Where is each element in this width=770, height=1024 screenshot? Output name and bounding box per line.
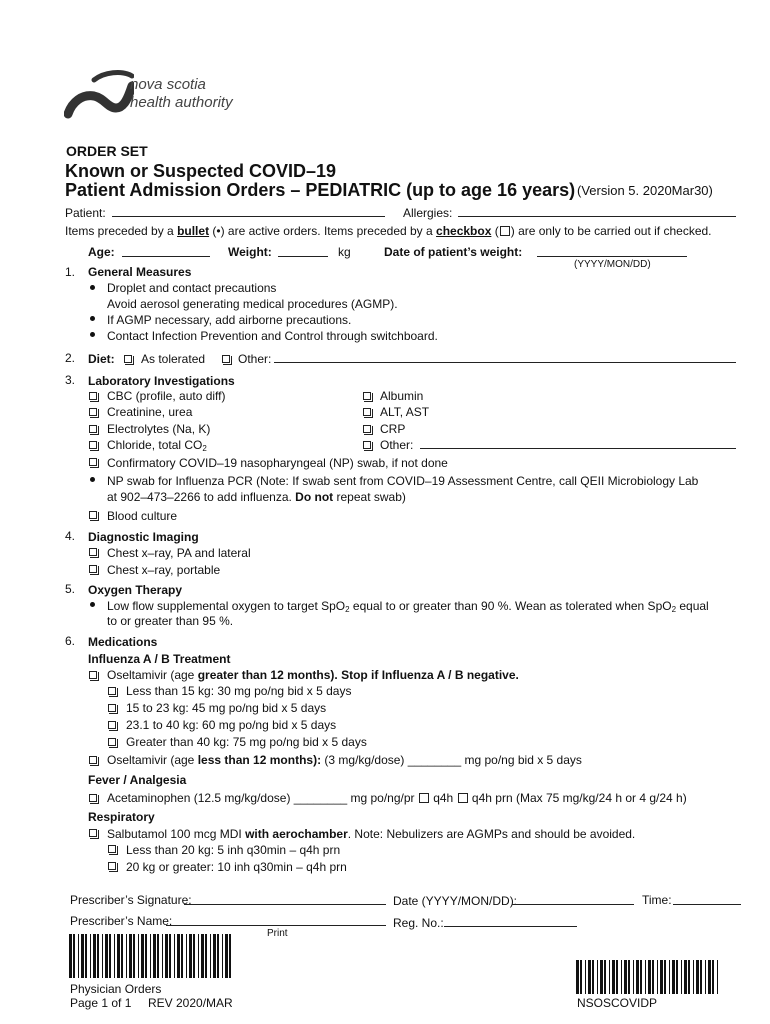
- print-label: Print: [267, 928, 288, 939]
- nsha-logo: [64, 68, 244, 124]
- chloride-checkbox[interactable]: [89, 441, 97, 449]
- salbutamol-checkbox[interactable]: [89, 829, 97, 837]
- oseltamivir-lt12-label: Oseltamivir (age less than 12 months): (3 mg/kg/dose) ________ mg po/ng bid x 5 days: [107, 753, 582, 767]
- name-field[interactable]: [166, 925, 386, 926]
- acetaminophen-label: Acetaminophen (12.5 mg/kg/dose) ________ mg po/ng/pr q4h q4h prn (Max 75 mg/kg/24 h or 4 g/24 h): [107, 791, 687, 805]
- salb-dose1-checkbox[interactable]: [108, 845, 116, 853]
- oseltamivir-gt12-checkbox[interactable]: [89, 671, 97, 679]
- electrolytes-checkbox[interactable]: [89, 425, 97, 433]
- physician-orders-label: Physician Orders: [70, 982, 162, 996]
- weight-label: Weight:: [228, 245, 272, 259]
- title-line2: Patient Admission Orders – PEDIATRIC (up to age 16 years): [65, 180, 576, 200]
- dose3-label: 23.1 to 40 kg: 60 mg po/ng bid x 5 days: [126, 718, 337, 732]
- blood-culture-label: Blood culture: [107, 509, 178, 523]
- name-label: Prescriber’s Name:: [70, 914, 173, 928]
- diet-other-field[interactable]: [274, 362, 736, 363]
- alt-ast-label: ALT, AST: [380, 405, 430, 419]
- s1-item1b: Avoid aerosol generating medical procedures (AGMP).: [107, 297, 398, 311]
- diet-tolerated-checkbox[interactable]: [124, 355, 132, 363]
- s6-num: 6.: [65, 634, 76, 648]
- logo-line1: nova scotia: [130, 76, 206, 93]
- oseltamivir-lt12-checkbox[interactable]: [89, 756, 97, 764]
- albumin-label: Albumin: [380, 389, 424, 403]
- form-code: NSOSCOVIDP: [577, 996, 658, 1010]
- time-label: Time:: [642, 893, 672, 907]
- cxr-pa-label: Chest x–ray, PA and lateral: [107, 546, 251, 560]
- respiratory-title: Respiratory: [88, 810, 155, 824]
- salb-dose1-label: Less than 20 kg: 5 inh q30min – q4h prn: [126, 843, 341, 857]
- np-swab-label: Confirmatory COVID–19 nasopharyngeal (NP) swab, if not done: [107, 456, 448, 470]
- cbc-checkbox[interactable]: [89, 392, 97, 400]
- age-label: Age:: [88, 245, 115, 259]
- s1-item2: If AGMP necessary, add airborne precautions.: [107, 313, 352, 327]
- patient-label: Patient:: [65, 206, 106, 220]
- signature-label: Prescriber’s Signature:: [70, 893, 192, 907]
- flu-pcr-line2: at 902–473–2266 to add influenza. Do not repeat swab): [107, 490, 406, 504]
- dose3-checkbox[interactable]: [108, 721, 116, 729]
- dose1-checkbox[interactable]: [108, 687, 116, 695]
- logo-line2: health authority: [130, 94, 233, 111]
- bullet-icon: [90, 602, 95, 607]
- s3-num: 3.: [65, 373, 76, 387]
- weight-date-label: Date of patient’s weight:: [384, 245, 523, 259]
- alt-ast-checkbox[interactable]: [363, 408, 371, 416]
- title-line1: Known or Suspected COVID–19: [65, 161, 337, 181]
- diet-tolerated-label: As tolerated: [141, 352, 206, 366]
- s5-num: 5.: [65, 582, 76, 596]
- lab-other-field[interactable]: [420, 448, 736, 449]
- patient-field[interactable]: [112, 216, 385, 217]
- s1-num: 1.: [65, 265, 76, 279]
- bullet-icon: [90, 285, 95, 290]
- time-field[interactable]: [673, 904, 741, 905]
- date-label: Date (YYYY/MON/DD):: [393, 894, 518, 908]
- s3-title: Laboratory Investigations: [88, 374, 235, 388]
- lab-other-label: Other:: [380, 438, 414, 452]
- bullet-icon: [90, 332, 95, 337]
- fever-title: Fever / Analgesia: [88, 773, 187, 787]
- dose2-label: 15 to 23 kg: 45 mg po/ng bid x 5 days: [126, 701, 327, 715]
- s6-title: Medications: [88, 635, 158, 649]
- bullet-icon: [90, 477, 95, 482]
- s2-num: 2.: [65, 351, 76, 365]
- dose4-checkbox[interactable]: [108, 738, 116, 746]
- np-swab-checkbox[interactable]: [89, 458, 97, 466]
- lab-other-checkbox[interactable]: [363, 441, 371, 449]
- q4h-prn-checkbox[interactable]: [458, 793, 468, 803]
- instructions-text: Items preceded by a bullet (•) are active orders. Items preceded by a checkbox ( ) are only to be carried out if checked.: [65, 224, 712, 238]
- dose4-label: Greater than 40 kg: 75 mg po/ng bid x 5 days: [126, 735, 367, 749]
- s4-num: 4.: [65, 529, 76, 543]
- cxr-portable-label: Chest x–ray, portable: [107, 563, 221, 577]
- reg-field[interactable]: [444, 926, 577, 927]
- s5-title: Oxygen Therapy: [88, 583, 183, 597]
- rev-label: REV 2020/MAR: [148, 996, 233, 1010]
- creatinine-checkbox[interactable]: [89, 408, 97, 416]
- allergies-label: Allergies:: [403, 206, 453, 220]
- oseltamivir-gt12-label: Oseltamivir (age greater than 12 months). Stop if Influenza A / B negative.: [107, 668, 519, 682]
- date-field[interactable]: [512, 904, 634, 905]
- dose1-label: Less than 15 kg: 30 mg po/ng bid x 5 days: [126, 684, 352, 698]
- crp-checkbox[interactable]: [363, 425, 371, 433]
- diet-other-label: Other:: [238, 352, 272, 366]
- dose2-checkbox[interactable]: [108, 704, 116, 712]
- blood-culture-checkbox[interactable]: [89, 511, 97, 519]
- cxr-pa-checkbox[interactable]: [89, 548, 97, 556]
- salbutamol-label: Salbutamol 100 mcg MDI with aerochamber. Note: Nebulizers are AGMPs and should be avoided.: [107, 827, 636, 841]
- chloride-label: Chloride, total $CO_2$: [107, 438, 207, 453]
- checkbox-icon: [500, 226, 510, 236]
- electrolytes-label: Electrolytes (Na, K): [107, 422, 211, 436]
- s1-item3: Contact Infection Prevention and Control through switchboard.: [107, 329, 438, 343]
- q4h-checkbox[interactable]: [419, 793, 429, 803]
- flu-pcr-line1: NP swab for Influenza PCR (Note: If swab sent from COVID–19 Assessment Centre, call QEII Microbiology Lab: [107, 474, 699, 488]
- salb-dose2-label: 20 kg or greater: 10 inh q30min – q4h prn: [126, 860, 347, 874]
- bullet-icon: [90, 316, 95, 321]
- oxygen-line2: to or greater than 95 %.: [107, 614, 234, 628]
- salb-dose2-checkbox[interactable]: [108, 862, 116, 870]
- s1-title: General Measures: [88, 265, 192, 279]
- page-label: Page 1 of 1: [70, 996, 132, 1010]
- logo-swoosh-icon: [64, 68, 134, 124]
- weight-date-field[interactable]: [537, 256, 687, 257]
- creatinine-label: Creatinine, urea: [107, 405, 193, 419]
- version-label: (Version 5. 2020Mar30): [577, 183, 713, 198]
- cbc-label: CBC (profile, auto diff): [107, 389, 226, 403]
- s2-title: Diet:: [88, 352, 115, 366]
- weight-field[interactable]: [278, 256, 328, 257]
- cxr-portable-checkbox[interactable]: [89, 565, 97, 573]
- acetaminophen-checkbox[interactable]: [89, 794, 97, 802]
- date-format-hint: (YYYY/MON/DD): [574, 259, 651, 270]
- s1-item1: Droplet and contact precautions: [107, 281, 277, 295]
- kg-label: kg: [338, 245, 351, 259]
- barcode-right: [576, 960, 721, 994]
- reg-label: Reg. No.:: [393, 916, 444, 930]
- signature-field[interactable]: [184, 904, 386, 905]
- s4-title: Diagnostic Imaging: [88, 530, 199, 544]
- order-set-label: ORDER SET: [66, 143, 148, 159]
- influenza-title: Influenza A / B Treatment: [88, 652, 231, 666]
- crp-label: CRP: [380, 422, 406, 436]
- barcode-left: [69, 934, 234, 978]
- albumin-checkbox[interactable]: [363, 392, 371, 400]
- diet-other-checkbox[interactable]: [222, 355, 230, 363]
- age-field[interactable]: [122, 256, 210, 257]
- allergies-field[interactable]: [458, 216, 736, 217]
- oxygen-line1: Low flow supplemental oxygen to target SpO$_2$ equal to or greater than 90 %. Wean as tolerated when SpO$_2$ equal: [107, 599, 709, 614]
